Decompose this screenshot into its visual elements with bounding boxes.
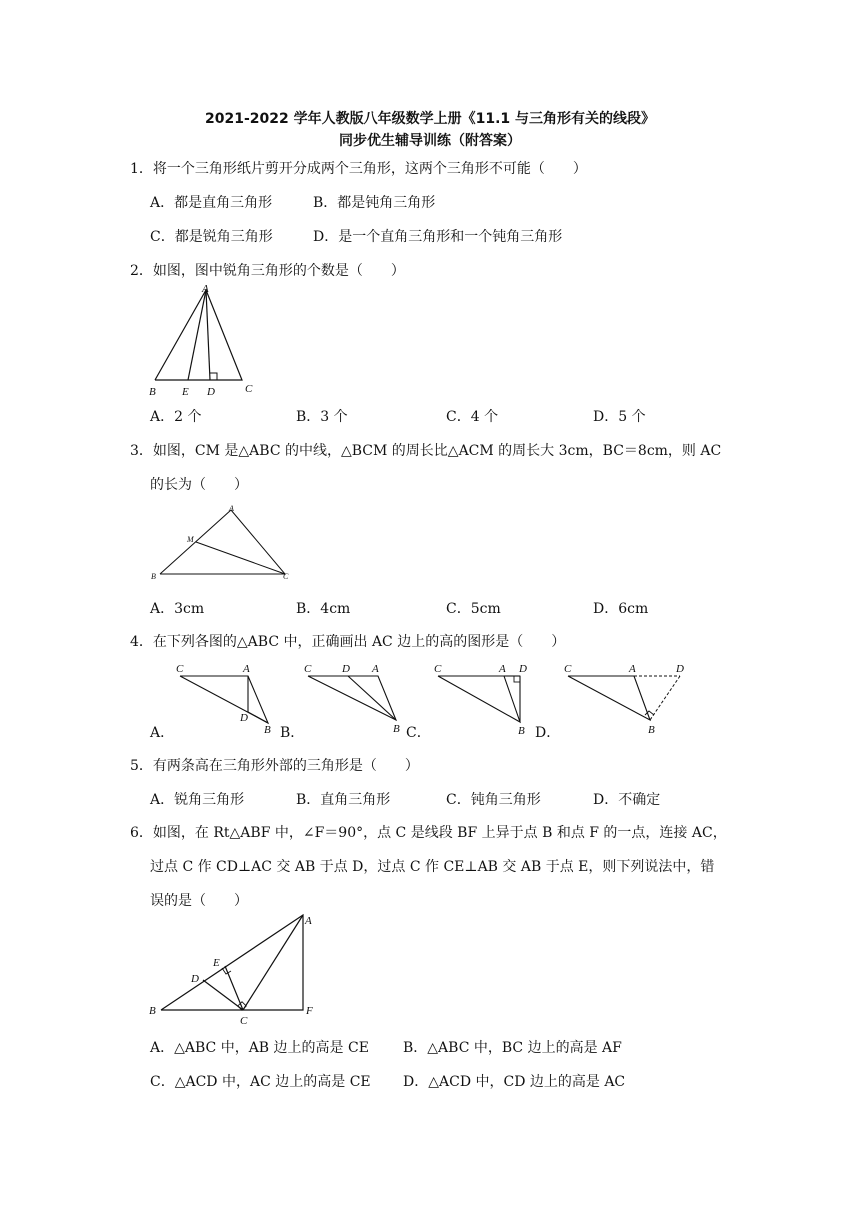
q4a-label-c: C <box>176 663 184 675</box>
q5-option-d: D．不确定 <box>593 792 661 808</box>
q5-option-c: C．钝角三角形 <box>446 792 541 808</box>
q2-triangle-figure <box>140 280 270 400</box>
q4b-label-a: A <box>372 663 379 675</box>
q4-option-b: B． <box>280 725 305 741</box>
q4c-label-d: D <box>519 663 527 675</box>
q6-label-d: D <box>191 973 199 985</box>
q4c-label-a: A <box>499 663 506 675</box>
q4-figure-a <box>170 660 280 740</box>
q6-label-e: E <box>213 957 220 969</box>
q4a-label-b: B <box>264 724 271 736</box>
q1-option-b: B．都是钝角三角形 <box>313 195 436 211</box>
q4b-label-b: B <box>393 723 400 735</box>
q4-option-a: A． <box>150 725 175 741</box>
q4b-label-c: C <box>304 663 312 675</box>
q3-option-a: A．3cm <box>150 601 205 617</box>
q4a-label-a: A <box>243 663 250 675</box>
q6-label-c: C <box>240 1015 248 1025</box>
q4d-label-c: C <box>564 663 572 675</box>
q2-option-c: C．4 个 <box>446 409 499 425</box>
q6-triangle-figure <box>145 910 325 1025</box>
q6-option-c: C．△ACD 中，AC 边上的高是 CE <box>150 1074 371 1090</box>
q2-label-e: E <box>182 386 189 398</box>
q4a-label-d: D <box>240 712 248 724</box>
q4d-label-b: B <box>648 724 655 736</box>
q6-option-b: B．△ABC 中，BC 边上的高是 AF <box>403 1040 622 1056</box>
q6-label-a: A <box>305 915 312 927</box>
q4-figure-d <box>558 660 698 740</box>
q4d-label-d: D <box>676 663 684 675</box>
document-subtitle: 同步优生辅导训练（附答案） <box>339 133 521 149</box>
document-title: 2021-2022 学年人教版八年级数学上册《11.1 与三角形有关的线段》 <box>204 111 656 127</box>
q2-label-b: B <box>149 386 156 398</box>
q2-option-d: D．5 个 <box>593 409 646 425</box>
q5-option-b: B．直角三角形 <box>296 792 391 808</box>
q2-label-a: A <box>202 283 209 295</box>
q6-label-b: B <box>149 1005 156 1017</box>
q4-figure-b <box>300 660 410 740</box>
question-2-stem: 2．如图，图中锐角三角形的个数是（ ） <box>130 263 405 279</box>
q4-option-d: D． <box>535 725 561 741</box>
q3-option-d: D．6cm <box>593 601 649 617</box>
question-3-stem-line1: 3．如图，CM 是△ABC 的中线，△BCM 的周长比△ACM 的周长大 3cm，BC＝8cm，则 AC <box>130 443 722 459</box>
q2-option-b: B．3 个 <box>296 409 348 425</box>
q3-option-b: B．4cm <box>296 601 351 617</box>
question-5-stem: 5．有两条高在三角形外部的三角形是（ ） <box>130 758 419 774</box>
q3-option-c: C．5cm <box>446 601 501 617</box>
q4-figure-c <box>428 660 538 740</box>
question-1-stem: 1．将一个三角形纸片剪开分成两个三角形，这两个三角形不可能（ ） <box>130 161 587 177</box>
q6-label-f: F <box>306 1005 313 1017</box>
q4c-label-c: C <box>434 663 442 675</box>
question-6-stem-line2: 过点 C 作 CD⊥AC 交 AB 于点 D，过点 C 作 CE⊥AB 交 AB 于点 E，则下列说法中，错 <box>150 859 715 875</box>
q3-label-a: A <box>229 504 234 513</box>
q4-option-c: C． <box>406 725 431 741</box>
q3-triangle-figure <box>145 500 295 585</box>
q6-option-a: A．△ABC 中，AB 边上的高是 CE <box>150 1040 369 1056</box>
q1-option-a: A．都是直角三角形 <box>150 195 273 211</box>
q4c-label-b: B <box>518 725 525 737</box>
q4b-label-d: D <box>342 663 350 675</box>
q1-option-c: C．都是锐角三角形 <box>150 229 273 245</box>
q1-option-d: D．是一个直角三角形和一个钝角三角形 <box>313 229 563 245</box>
q3-label-m: M <box>187 535 194 544</box>
q6-option-d: D．△ACD 中，CD 边上的高是 AC <box>403 1074 626 1090</box>
question-6-stem-line1: 6．如图，在 Rt△ABF 中，∠F＝90°，点 C 是线段 BF 上异于点 B 和点 F 的一点，连接 AC， <box>130 825 727 841</box>
q3-label-b: B <box>151 572 156 581</box>
question-6-stem-line3: 误的是（ ） <box>150 893 248 909</box>
question-4-stem: 4．在下列各图的△ABC 中，正确画出 AC 边上的高的图形是（ ） <box>130 634 566 650</box>
q2-label-c: C <box>245 383 253 395</box>
question-3-stem-line2: 的长为（ ） <box>150 477 248 493</box>
q3-label-c: C <box>283 572 289 581</box>
q5-option-a: A．锐角三角形 <box>150 792 245 808</box>
q2-label-d: D <box>207 386 215 398</box>
q2-option-a: A．2 个 <box>150 409 202 425</box>
q4d-label-a: A <box>629 663 636 675</box>
